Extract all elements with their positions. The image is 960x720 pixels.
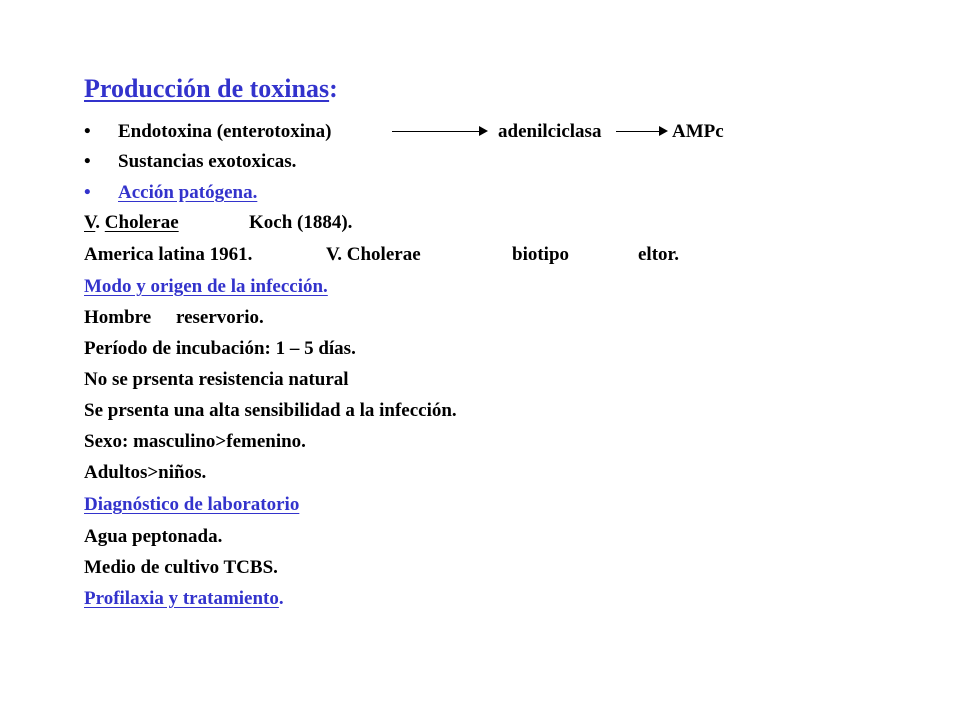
dot-text: . bbox=[95, 212, 101, 233]
accion-patogena-link[interactable]: Acción patógena. bbox=[118, 182, 258, 203]
line-agua bbox=[84, 522, 222, 552]
medio-text: Medio de cultivo TCBS. bbox=[84, 557, 278, 578]
line-sexo bbox=[84, 427, 306, 457]
exotoxicas-text: Sustancias exotoxicas. bbox=[118, 151, 297, 172]
cholerae-text: Cholerae bbox=[104, 212, 179, 233]
adultos-text: Adultos>niños. bbox=[84, 462, 207, 483]
v-cholerae-text: V. Cholerae bbox=[326, 244, 421, 265]
slide-title bbox=[84, 72, 338, 106]
line-adultos bbox=[84, 458, 206, 488]
profilaxia-dot: . bbox=[278, 588, 284, 609]
sexo-text: Sexo: masculino>femenino. bbox=[84, 431, 306, 452]
agua-text: Agua peptonada. bbox=[84, 526, 223, 547]
line-resistencia bbox=[84, 365, 349, 395]
koch-text: Koch (1884). bbox=[249, 212, 353, 233]
profilaxia-link[interactable]: Profilaxia y tratamiento bbox=[84, 588, 279, 609]
america-text: America latina 1961. bbox=[84, 244, 253, 265]
eltor-text: eltor. bbox=[638, 244, 679, 265]
v-text: V bbox=[84, 212, 96, 233]
line-america bbox=[84, 240, 724, 270]
diagnostico-link-row bbox=[84, 490, 299, 520]
resistencia-text: No se prsenta resistencia natural bbox=[84, 369, 349, 390]
hombre-text: Hombre bbox=[84, 307, 152, 328]
diagnostico-link[interactable]: Diagnóstico de laboratorio bbox=[84, 494, 300, 515]
endotoxina-text: Endotoxina (enterotoxina) bbox=[118, 121, 332, 142]
line-sensibilidad bbox=[84, 396, 457, 426]
bullet-mark: • bbox=[84, 121, 91, 142]
sensibilidad-text: Se prsenta una alta sensibilidad a la infección. bbox=[84, 400, 457, 421]
modo-origen-link-row bbox=[84, 272, 328, 302]
reservorio-text: reservorio. bbox=[176, 307, 264, 328]
line-hombre bbox=[84, 303, 384, 333]
biotipo-text: biotipo bbox=[512, 244, 570, 265]
line-periodo bbox=[84, 334, 356, 364]
bullet-exotoxicas bbox=[84, 147, 484, 177]
title-colon: : bbox=[329, 74, 338, 103]
bullet-accion bbox=[84, 178, 484, 208]
ampc-text: AMPc bbox=[672, 121, 724, 142]
modo-origen-link[interactable]: Modo y origen de la infección. bbox=[84, 276, 328, 297]
profilaxia-row bbox=[84, 584, 284, 614]
bullet-mark: • bbox=[84, 182, 91, 203]
line-medio bbox=[84, 553, 278, 583]
bullet-endotoxina bbox=[84, 117, 844, 147]
periodo-text: Período de incubación: 1 – 5 días. bbox=[84, 338, 356, 359]
bullet-mark: • bbox=[84, 151, 91, 172]
title-link[interactable]: Producción de toxinas bbox=[84, 74, 330, 103]
line-cholerae bbox=[84, 208, 484, 238]
adenilciclasa-text: adenilciclasa bbox=[498, 121, 602, 142]
arrow-right-icon bbox=[616, 131, 666, 132]
arrow-right-icon bbox=[392, 131, 486, 132]
